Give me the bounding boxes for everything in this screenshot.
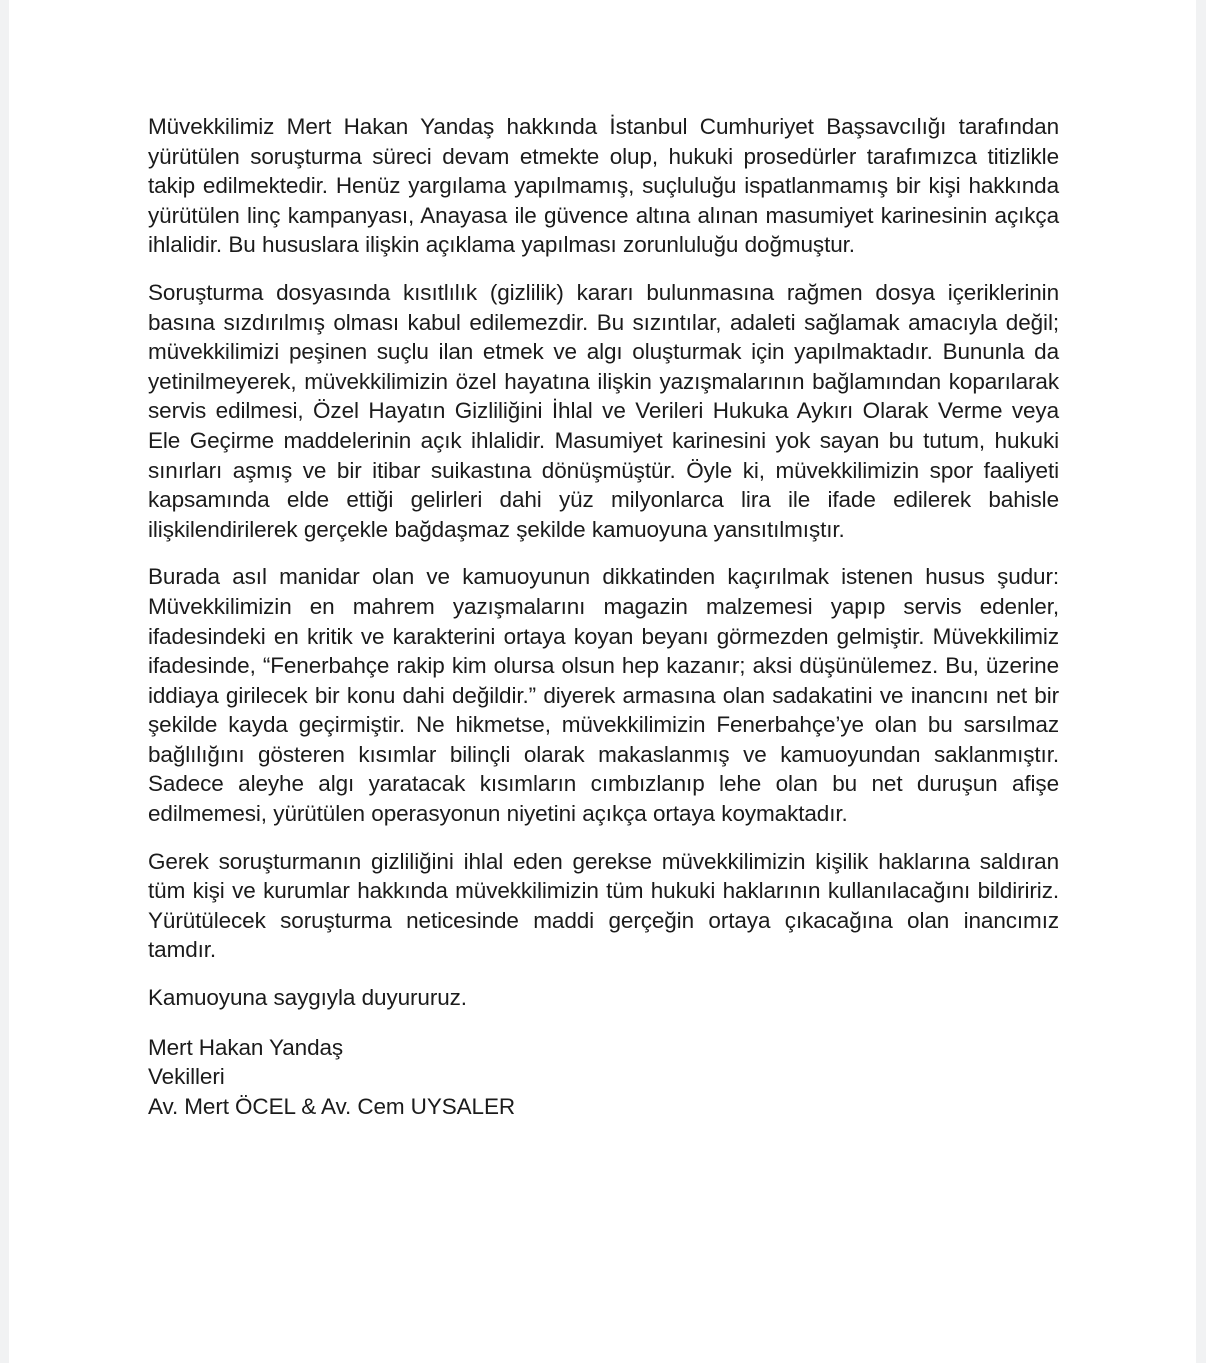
- paragraph-1: Müvekkilimiz Mert Hakan Yandaş hakkında İstanbul Cumhuriyet Başsavcılığı tarafından yürütülen soruşturma süreci devam etmekte olup, hukuki prosedürler tarafımızca titizlikle takip edilmektedir. Henüz yargılama yapılmamış, suçluluğu ispatlanmamış bir kişi hakkında yürütülen linç kampanyası, Anayasa ile güvence altına alınan masumiyet karinesinin açıkça ihlalidir. Bu hususlara ilişkin açıklama yapılması zorunluluğu doğmuştur.: [148, 114, 1059, 258]
- paragraph-3: Burada asıl manidar olan ve kamuoyunun dikkatinden kaçırılmak istenen husus şudur: Müvekkilimizin en mahrem yazışmalarını magazin malzemesi yapıp servis edenler, ifadesindeki en kritik ve karakterini ortaya koyan beyanı görmezden gelmiştir. Müvekkilimiz ifadesinde, “Fenerbahçe rakip kim olursa olsun hep kazanır; aksi düşünülemez. Bu, üzerine iddiaya girilecek bir konu dahi değildir.” diyerek armasına olan sadakatini ve inancını net bir şekilde kayda geçirmiştir. Ne hikmetse, müvekkilimizin Fenerbahçe’ye olan bu sarsılmaz bağlılığını gösteren kısımlar bilinçli olarak makaslanmış ve kamuoyundan saklanmıştır. Sadece aleyhe algı yaratacak kısımların cımbızlanıp lehe olan bu net duruşun afişe edilmemesi, yürütülen operasyonun niyetini açıkça ortaya koymaktadır.: [148, 564, 1059, 827]
- page-gutter-right: [1196, 0, 1206, 1363]
- page-gutter-left: [0, 0, 9, 1363]
- signature-block: [148, 1033, 1059, 1122]
- paragraph-4: Gerek soruşturmanın gizliliğini ihlal eden gerekse müvekkilimizin kişilik haklarına saldıran tüm kişi ve kurumlar hakkında müvekkilimizin tüm hukuki haklarının kullanılacağını bildiririz. Yürütülecek soruşturma neticesinde maddi gerçeğin ortaya çıkacağına olan inancımız tamdır.: [148, 848, 1059, 963]
- document-page: [9, 0, 1196, 1363]
- paragraph-2: Soruşturma dosyasında kısıtlılık (gizlilik) kararı bulunmasına rağmen dosya içeriklerinin basına sızdırılmış olması kabul edilemezdir. Bu sızıntılar, adaleti sağlamak amacıyla değil; müvekkilimizi peşinen suçlu ilan etmek ve algı oluşturmak için yapılmaktadır. Bununla da yetinilmeyerek, müvekkilimizin özel hayatına ilişkin yazışmalarının bağlamından koparılarak servis edilmesi, Özel Hayatın Gizliliğini İhlal ve Verileri Hukuka Aykırı Olarak Verme veya Ele Geçirme maddelerinin açık ihlalidir. Masumiyet karinesini yok sayan bu tutum, hukuki sınırları aşmış ve bir itibar suikastına dönüşmüştür. Öyle ki, müvekkilimizin spor faaliyeti kapsamında elde ettiği gelirleri dahi yüz milyonlarca lira ile ifade edilerek bahisle ilişkilendirilerek gerçekle bağdaşmaz şekilde kamuoyuna yansıtılmıştır.: [148, 279, 1059, 542]
- document-body: [148, 112, 1059, 1121]
- closing-line: Kamuoyuna saygıyla duyururuz.: [148, 985, 467, 1011]
- signature-attorneys: Av. Mert ÖCEL & Av. Cem UYSALER: [148, 1093, 516, 1119]
- signature-role: Vekilleri: [148, 1064, 225, 1090]
- signature-name: Mert Hakan Yandaş: [148, 1034, 344, 1060]
